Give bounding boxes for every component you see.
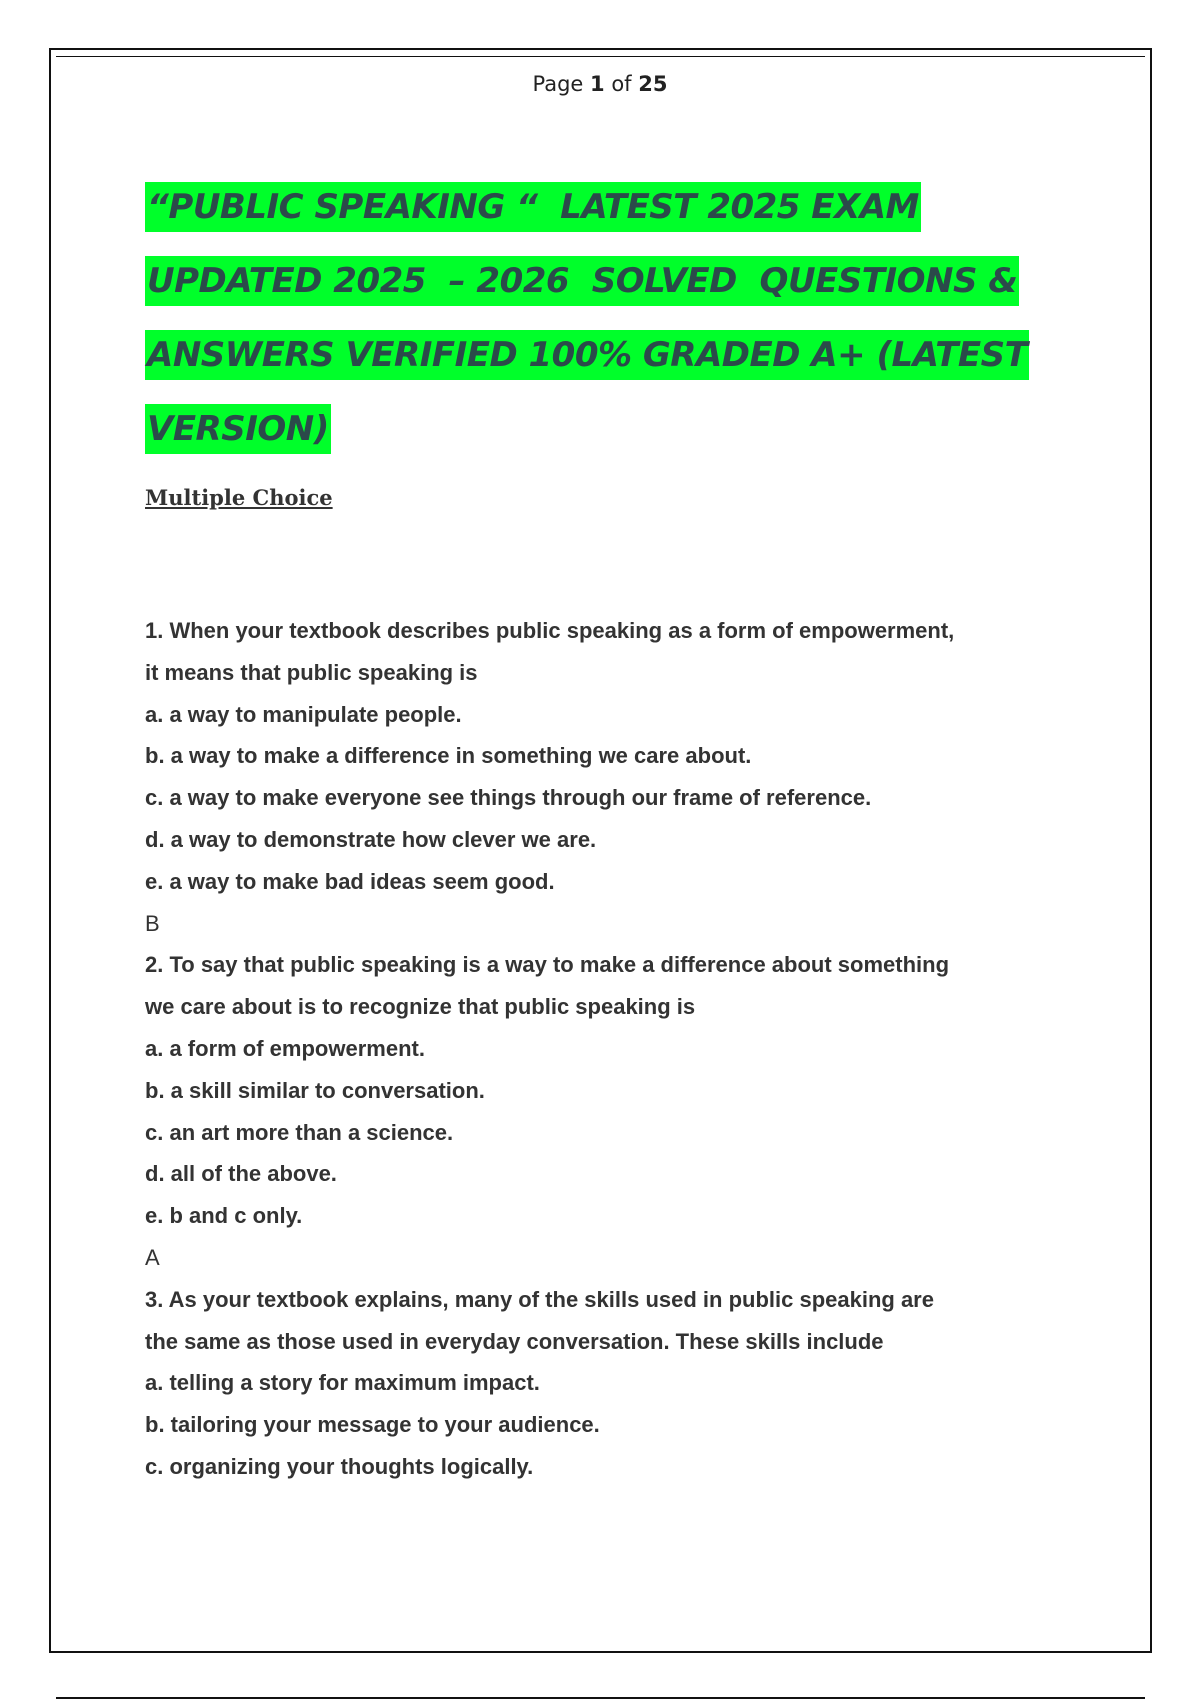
question-stem: we care about is to recognize that public speaking is — [145, 994, 696, 1020]
answer-option: b. tailoring your message to your audience. — [145, 1412, 600, 1438]
question-stem: 2. To say that public speaking is a way to make a difference about something — [145, 952, 950, 978]
answer-option: c. a way to make everyone see things through our frame of reference. — [145, 785, 872, 811]
questions-list — [145, 610, 1045, 1488]
page-of: of — [611, 72, 632, 96]
question — [145, 944, 1045, 1278]
page-total: 25 — [638, 72, 668, 96]
answer-option: e. b and c only. — [145, 1203, 303, 1229]
answer-option: a. telling a story for maximum impact. — [145, 1370, 540, 1396]
page-border-inner-rule — [56, 56, 1145, 57]
title-line: UPDATED 2025 – 2026 SOLVED QUESTIONS & — [145, 256, 1045, 330]
answer-option: a. a form of empowerment. — [145, 1035, 425, 1061]
answer-option: d. a way to demonstrate how clever we are. — [145, 826, 597, 852]
question-stem: 3. As your textbook explains, many of the skills used in public speaking are — [145, 1286, 934, 1312]
document-title — [145, 182, 1045, 478]
question — [145, 1279, 1045, 1488]
question-stem: the same as those used in everyday conversation. These skills include — [145, 1328, 884, 1354]
title-line: “PUBLIC SPEAKING “ LATEST 2025 EXAM — [145, 182, 1045, 256]
answer-option: c. an art more than a science. — [145, 1119, 454, 1145]
title-line: ANSWERS VERIFIED 100% GRADED A+ (LATEST — [145, 330, 1045, 404]
answer-option: b. a skill similar to conversation. — [145, 1077, 485, 1103]
page-label: Page — [532, 72, 584, 96]
answer-option: e. a way to make bad ideas seem good. — [145, 868, 555, 894]
page-number — [0, 72, 1200, 96]
question-stem: it means that public speaking is — [145, 659, 478, 685]
title-line: VERSION) — [145, 404, 1045, 478]
correct-answer: A — [145, 1244, 160, 1270]
answer-option: d. all of the above. — [145, 1161, 337, 1187]
bottom-rule — [56, 1697, 1145, 1699]
answer-option: b. a way to make a difference in something we care about. — [145, 743, 752, 769]
question — [145, 610, 1045, 944]
correct-answer: B — [145, 910, 160, 936]
answer-option: a. a way to manipulate people. — [145, 701, 462, 727]
page-current: 1 — [590, 72, 605, 96]
section-heading: Multiple Choice — [145, 485, 333, 510]
answer-option: c. organizing your thoughts logically. — [145, 1453, 534, 1479]
question-stem: 1. When your textbook describes public speaking as a form of empowerment, — [145, 618, 955, 643]
